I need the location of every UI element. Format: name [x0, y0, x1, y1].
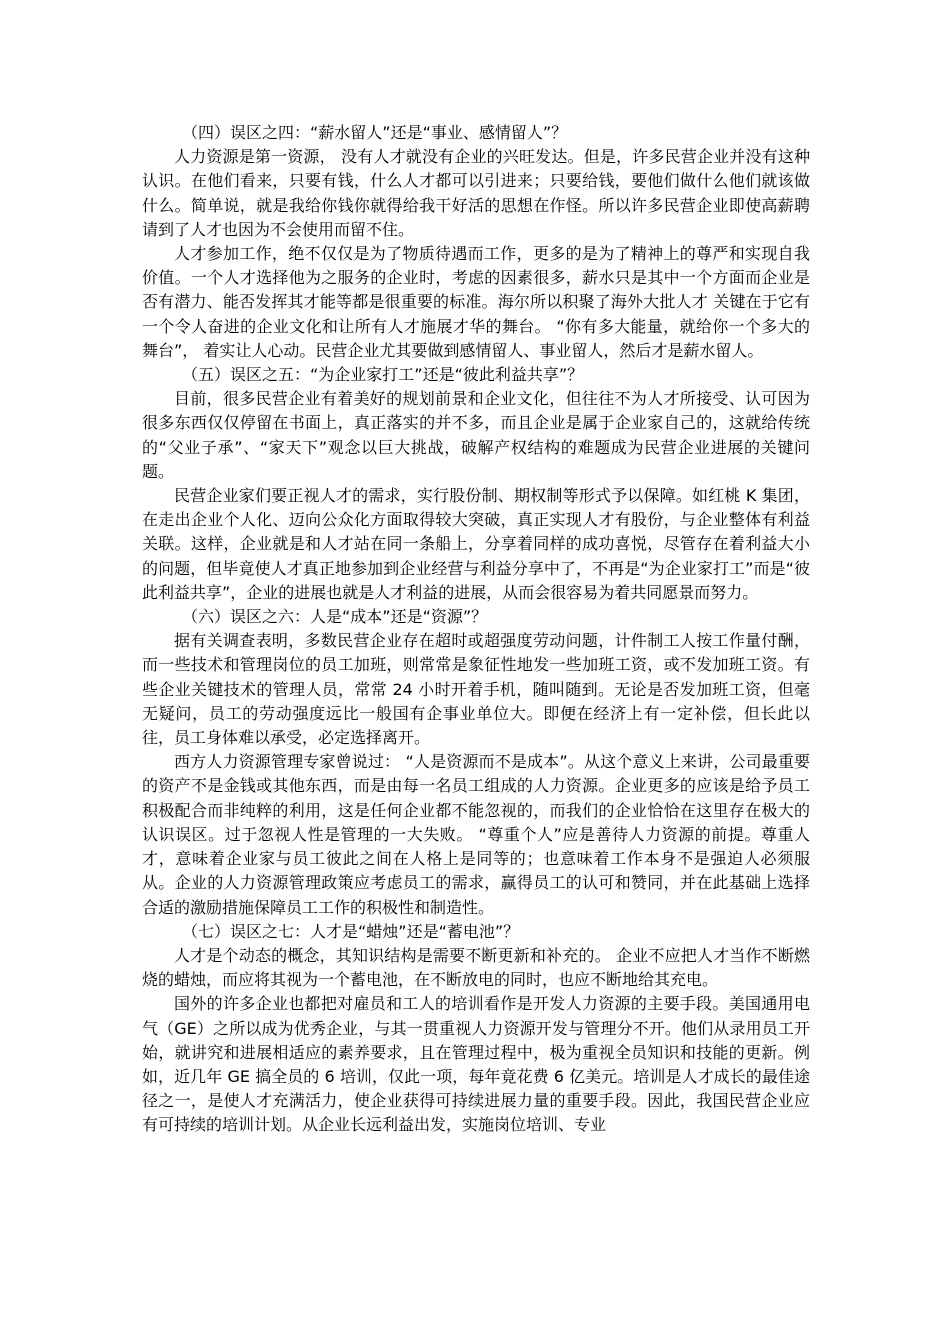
body-paragraph: 国外的许多企业也都把对雇员和工人的培训看作是开发人力资源的主要手段。美国通用电气（GE）之所以成为优秀企业，与其一贯重视人力资源开发与管理分不开。他们从录用员工开始，就讲究和进展相适应的素养要求，且在管理过程中，极为重视全员知识和技能的更新。例如，近几年 GE 搞全员的 6 培训，仅此一项，每年竟花费 6 亿美元。培训是人才成长的最佳途径之一，是使人才充满活力，使企业获得可持续进展力量的重要手段。因此，我国民营企业应有可持续的培训计划。从企业长远利益出发，实施岗位培训、专业	[142, 994, 810, 1135]
section-heading-4: （四）误区之四：“薪水留人”还是“事业、感情留人”？	[182, 123, 568, 142]
body-paragraph: 目前，很多民营企业有着美好的规划前景和企业文化，但往往不为人才所接受、认可因为很多东西仅仅停留在书面上，真正落实的并不多，而且企业是属于企业家自己的，这就给传统的“父业子承”、“家天下”观念以巨大挑战，破解产权结构的难题成为民营企业进展的关键问题。	[142, 389, 810, 481]
section-heading-6: （六）误区之六：人是“成本”还是“资源”？	[182, 607, 488, 627]
body-paragraph: 西方人力资源管理专家曾说过： “人是资源而不是成本”。从这个意义上来讲，公司最重要的资产不是金钱或其他东西，而是由每一名员工组成的人力资源。企业更多的应该是给予员工积极配合而非纯粹的利用，这是任何企业都不能忽视的，而我们的企业恰恰在这里存在极大的认识误区。过于忽视人性是管理的一大失败。 “尊重个人”应是善待人力资源的前提。尊重人才，意味着企业家与员工彼此之间在人格上是同等的；也意味着工作本身不是强迫人必须服从。企业的人力资源管理政策应考虑员工的需求，赢得员工的认可和赞同，并在此基础上选择合适的激励措施保障员工工作的积极性和制造性。	[142, 752, 810, 917]
body-paragraph: 民营企业家们要正视人才的需求，实行股份制、期权制等形式予以保障。如红桃 K 集团，在走出企业个人化、迈向公众化方面取得较大突破，真正实现人才有股份，与企业整体有利益关联。这样，企业就是和人才站在同一条船上，分享着同样的成功喜悦，尽管存在着利益大小的问题，但毕竟使人才真正地参加到企业经营与利益分享中了，不再是“为企业家打工”而是“彼此利益共享”，企业的进展也就是人才利益的进展，从而会很容易为着共同愿景而努力。	[142, 486, 810, 602]
section-heading-7: （七）误区之七：人才是“蜡烛”还是“蓄电池”？	[182, 921, 520, 941]
section-heading-5: （五）误区之五：“为企业家打工”还是“彼此利益共享”？	[182, 365, 584, 385]
body-paragraph: 据有关调查表明，多数民营企业存在超时或超强度劳动问题，计件制工人按工作量付酬，而一些技术和管理岗位的员工加班，则常常是象征性地发一些加班工资，或不发加班工资。有些企业关键技术的管理人员，常常 24 小时开着手机，随叫随到。无论是否发加班工资，但毫无疑问，员工的劳动强度远比一般国有企事业单位大。即便在经济上有一定补偿，但长此以往，员工身体难以承受，必定选择离开。	[142, 631, 810, 748]
body-paragraph: 人力资源是第一资源， 没有人才就没有企业的兴旺发达。但是，许多民营企业并没有这种认识。在他们看来，只要有钱，什么人才都可以引进来；只要给钱，要他们做什么他们就该做什么。简单说，就是我给你钱你就得给我干好活的思想在作怪。所以许多民营企业即使高薪聘请到了人才也因为不会使用而留不住。	[142, 147, 810, 239]
body-paragraph: 人才是个动态的概念，其知识结构是需要不断更新和补充的。 企业不应把人才当作不断燃烧的蜡烛，而应将其视为一个蓄电池，在不断放电的同时，也应不断地给其充电。	[142, 945, 810, 990]
body-paragraph: 人才参加工作，绝不仅仅是为了物质待遇而工作，更多的是为了精神上的尊严和实现自我价值。一个人才选择他为之服务的企业时，考虑的因素很多，薪水只是其中一个方面而企业是否有潜力、能否发挥其才能等都是很重要的标准。海尔所以积聚了海外大批人才 关键在于它有一个令人奋进的企业文化和让所有人才施展才华的舞台。 “你有多大能量，就给你一个多大的舞台”， 着实让人心动。民营企业尤其要做到感情留人、事业留人，然后才是薪水留人。	[142, 244, 810, 360]
document-page	[142, 121, 810, 1138]
